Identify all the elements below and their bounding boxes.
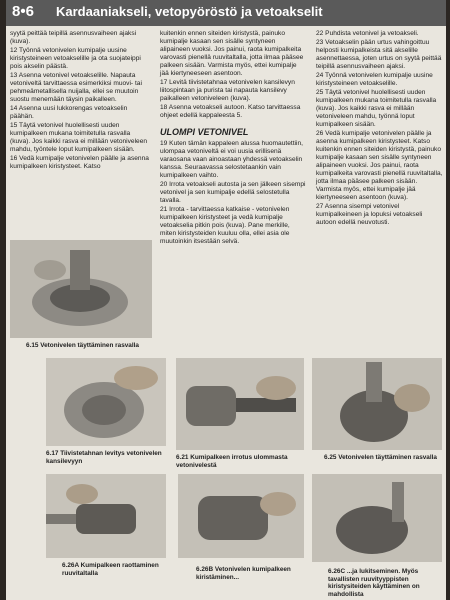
figure-caption: 6.15 Vetonivelen täyttäminen rasvalla	[26, 342, 139, 349]
page-number: 8•6	[12, 3, 34, 20]
paragraph: 16 Vedä kumipalje vetonivelen päälle ja asenna kumipalkeen kiristysteet. Katso	[10, 155, 149, 170]
text-column-1	[10, 30, 150, 172]
paragraph: syytä peittää teipillä asennusvaiheen ajaksi (kuva).	[10, 30, 137, 45]
paragraph: 14 Asenna uusi lukkorengas vetoakselin päähän.	[10, 105, 128, 120]
paragraph: 21 Irrota - tarvittaessa katkaise - vetonivelen kumipalkeen kiristysteet ja vedä kumipalje vetoakselia pitkin pois (kuva). Pane merkille, miten kiristysteiden kuuluu olla, ellei asia ole muutoinkin itsestään selvä.	[160, 206, 290, 245]
figure-caption: 6.17 Tiivistetahnan levitys vetonivelen kansilevyyn	[46, 450, 162, 465]
paragraph: 18 Asenna vetoakseli autoon. Katso tarvittaessa ohjeet edellä kappaleesta 5.	[160, 104, 301, 119]
figure-6-26c-photo	[312, 474, 442, 562]
paragraph: 13 Asenna vetonivel vetoakselille. Napauta vetoniveltä tarvittaessa esimerkiksi muovi- tai pehmeämetallisella nuijalla, ellei se muutoin suostu menemään täysin paikalleen.	[10, 72, 142, 103]
paragraph: 26 Vedä kumipalje vetonivelen päälle ja asenna kumipalkeen kiristysteet. Katso kuitenkin ennen siteiden kiristystä, painuko kumipalje kasaan sen sisälle syntyneen alipaineen vuoksi. Jos painui, raota kumipalkeita varovasti pienellä ruuvitaltalla, jotta ilmaa pääsee palkeen sisään. Varmista myös, ettei kumipalje jää kiertyneeseen asentoon (kuva).	[316, 130, 443, 201]
paragraph: 20 Irrota vetoakseli autosta ja sen jälkeen sisempi vetonivel ja sen kumipalje edellä selostetulla tavalla.	[160, 181, 306, 204]
paragraph: 24 Työnnä vetonivelen kumipalje uusine kiristysteineen vetoakselille.	[316, 72, 433, 87]
paragraph: 17 Levitä tiivistetahnaa vetonivelen kansilevyn liitospintaan ja purista tai napauta kansilevy paikalleen vetoniveleen (kuva).	[160, 79, 295, 102]
text-column-3	[316, 30, 444, 228]
figure-6-26b-photo	[178, 474, 304, 558]
figure-6-15-photo	[10, 240, 152, 338]
figure-caption: 6.26B Vetonivelen kumipalkeen kiristäminen...	[196, 566, 291, 581]
page-header	[6, 0, 446, 26]
figure-6-17-photo	[46, 358, 166, 446]
paragraph: 15 Täytä vetonivel huolellisesti uuden kumipalkeen mukana toimitetulla rasvalla (kuva). Jos kaikki rasva ei millään vetoniveleen mahdu, työntele loput kumipalkeen sisään.	[10, 122, 148, 153]
paragraph: kuitenkin ennen siteiden kiristystä, painuko kumipalje kasaan sen sisälle syntyneen alipaineen vuoksi. Jos painui, raota kumipalkeita varovasti pienellä ruuvitaltalla, jotta ilmaa pääsee palkeen sisään. Varmista myös, ettei kumipalje jää kiertyneeseen asentoon.	[160, 30, 304, 77]
figure-caption: 6.25 Vetonivelen täyttäminen rasvalla	[324, 454, 437, 461]
paragraph: 12 Työnnä vetonivelen kumipalje uusine kiristysteineen vetoakselille ja ota suojateippi pois akselin päästä.	[10, 47, 141, 70]
figure-caption: 6.26C ...ja lukitseminen. Myös tavallisten ruuvityyppisten kiristysiteiden käyttäminen on mahdollista	[328, 568, 420, 598]
figure-6-21-photo	[176, 358, 304, 450]
figure-caption: 6.26A Kumipalkeen raottaminen ruuvitaltalla	[62, 562, 159, 577]
figure-6-26a-photo	[46, 474, 166, 558]
paragraph: 23 Vetoakselin pään urtus vahingoittuu helposti kumipalkeista sitä akselille asennettaessa, joten urtus on syytä peittää teipillä asennusvaiheen ajaksi.	[316, 39, 442, 70]
paragraph: 19 Kuten tämän kappaleen alussa huomautettiin, ulompaa vetoniveltä ei voi uusia erillisenä varaosana vaan ainoastaan yhdessä vetoakselin kanssa. Seuraavassa selostetaankin vain kumipalkeen vaihto.	[160, 140, 303, 179]
paragraph: 27 Asenna sisempi vetonivel kumipalkeineen ja lopuksi vetoakseli autoon edellä neuvotusti.	[316, 203, 423, 226]
manual-page	[6, 0, 446, 600]
chapter-title: Kardaaniakseli, vetopyöröstö ja vetoakselit	[56, 4, 323, 19]
figure-caption: 6.21 Kumipalkeen irrotus ulommasta vetonivelestä	[176, 454, 288, 469]
section-heading: ULOMPI VETONIVEL	[160, 127, 249, 137]
figure-6-25-photo	[312, 358, 442, 450]
text-column-2	[160, 30, 306, 247]
paragraph: 22 Puhdista vetonivel ja vetoakseli.	[316, 30, 419, 37]
paragraph: 25 Täytä vetonivel huolellisesti uuden kumipalkeen mukana toimitetulla rasvalla (kuva). Jos kaikki rasva ei millään vetoniveleen mahdu, työnnä loput kumipalkeen sisään.	[316, 89, 437, 128]
